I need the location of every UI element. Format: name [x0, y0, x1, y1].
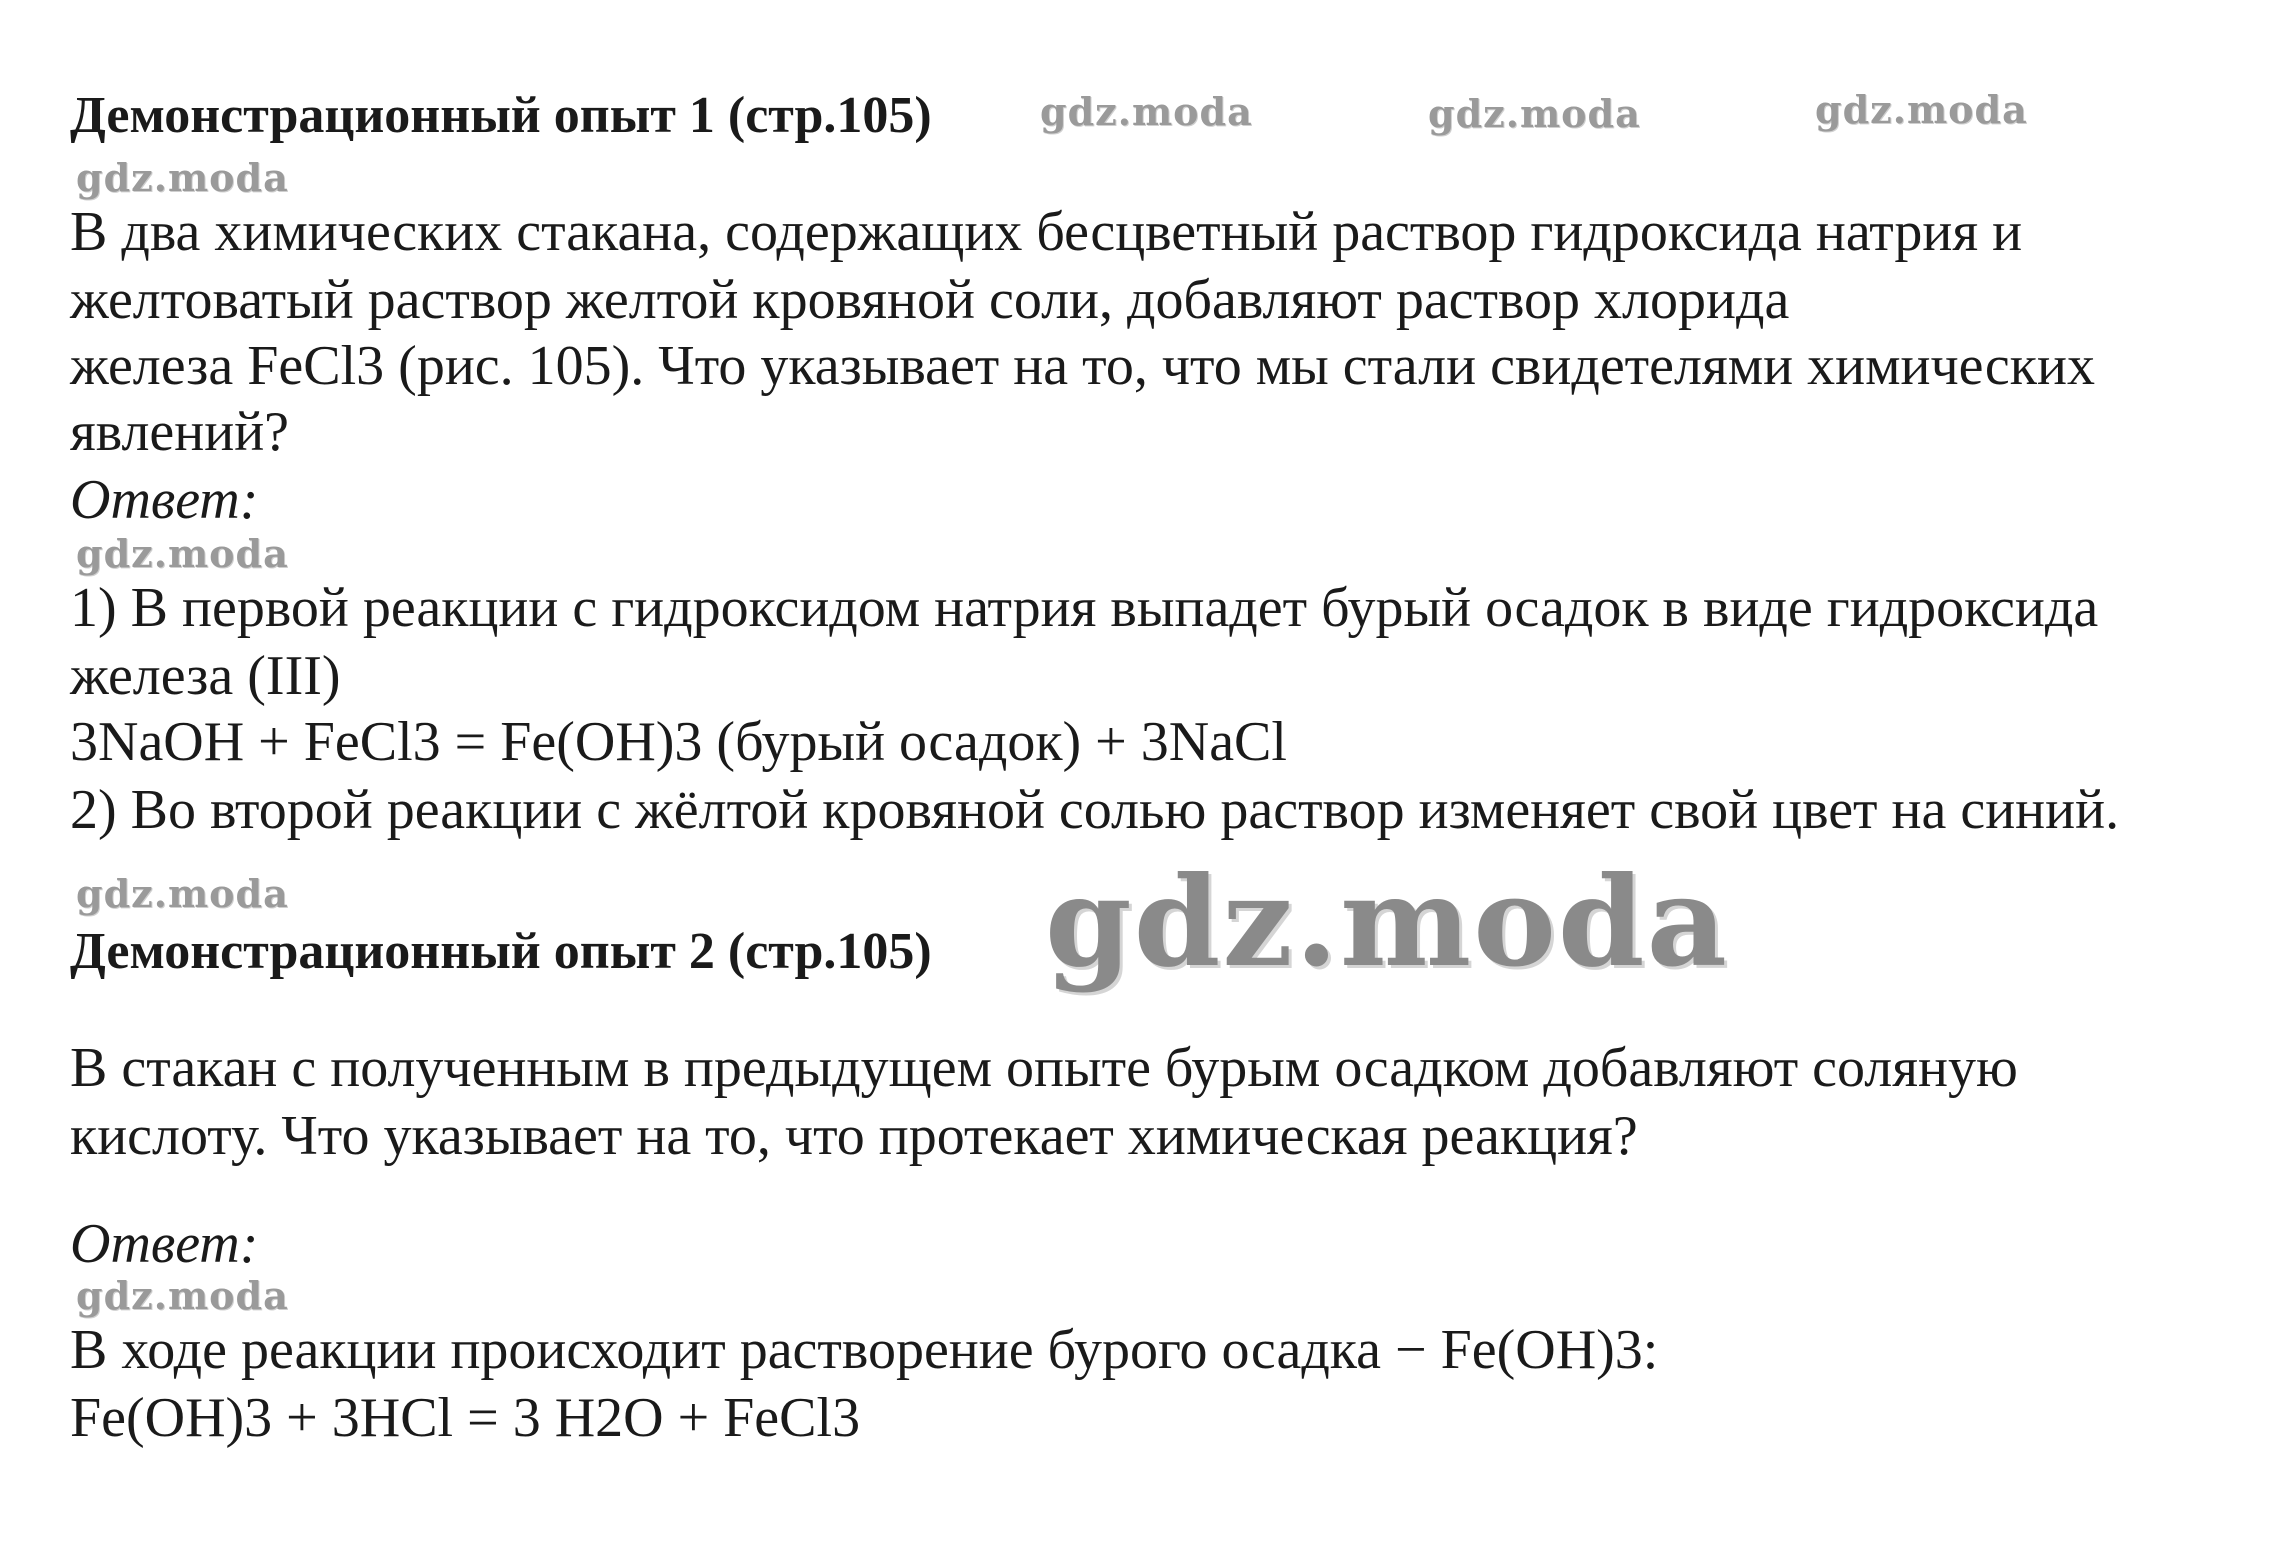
section1-equation: 3NaOH + FeCl3 = Fe(OH)3 (бурый осадок) + 3NaCl	[70, 711, 1287, 773]
watermark: gdz.moda	[1428, 91, 1641, 136]
watermark-large: gdz.moda	[1045, 850, 1729, 995]
section1-question-line: явлений?	[70, 401, 290, 463]
section1-question-line: желтоватый раствор желтой кровяной соли, добавляют раствор хлорида	[70, 269, 1790, 331]
section2-question-line: В стакан с полученным в предыдущем опыте бурым осадком добавляют соляную	[70, 1037, 2018, 1099]
watermark: gdz.moda	[76, 531, 289, 576]
section2-equation: Fe(OH)3 + 3HCl = 3 H2O + FeCl3	[70, 1387, 861, 1449]
section2-heading: Демонстрационный опыт 2 (стр.105)	[70, 923, 932, 980]
section1-question-line: В два химических стакана, содержащих бесцветный раствор гидроксида натрия и	[70, 201, 2023, 263]
watermark: gdz.moda	[76, 1273, 289, 1318]
section2-question-line: кислоту. Что указывает на то, что протекает химическая реакция?	[70, 1105, 1638, 1167]
watermark: gdz.moda	[1040, 89, 1253, 134]
watermark: gdz.moda	[76, 871, 289, 916]
section1-answer-label: Ответ:	[70, 469, 259, 531]
watermark: gdz.moda	[1815, 87, 2028, 132]
section1-question-line: железа FeCl3 (рис. 105). Что указывает на то, что мы стали свидетелями химических	[70, 335, 2095, 397]
section2-answer-label: Ответ:	[70, 1213, 259, 1275]
watermark: gdz.moda	[76, 155, 289, 200]
section1-answer-line: железа (III)	[70, 645, 341, 707]
section1-answer-line: 2) Во второй реакции с жёлтой кровяной солью раствор изменяет свой цвет на синий.	[70, 779, 2120, 841]
section1-answer-line: 1) В первой реакции с гидроксидом натрия выпадет бурый осадок в виде гидроксида	[70, 577, 2099, 639]
section1-heading: Демонстрационный опыт 1 (стр.105)	[70, 87, 932, 144]
section2-answer-line: В ходе реакции происходит растворение бурого осадка − Fe(OH)3:	[70, 1319, 1659, 1381]
